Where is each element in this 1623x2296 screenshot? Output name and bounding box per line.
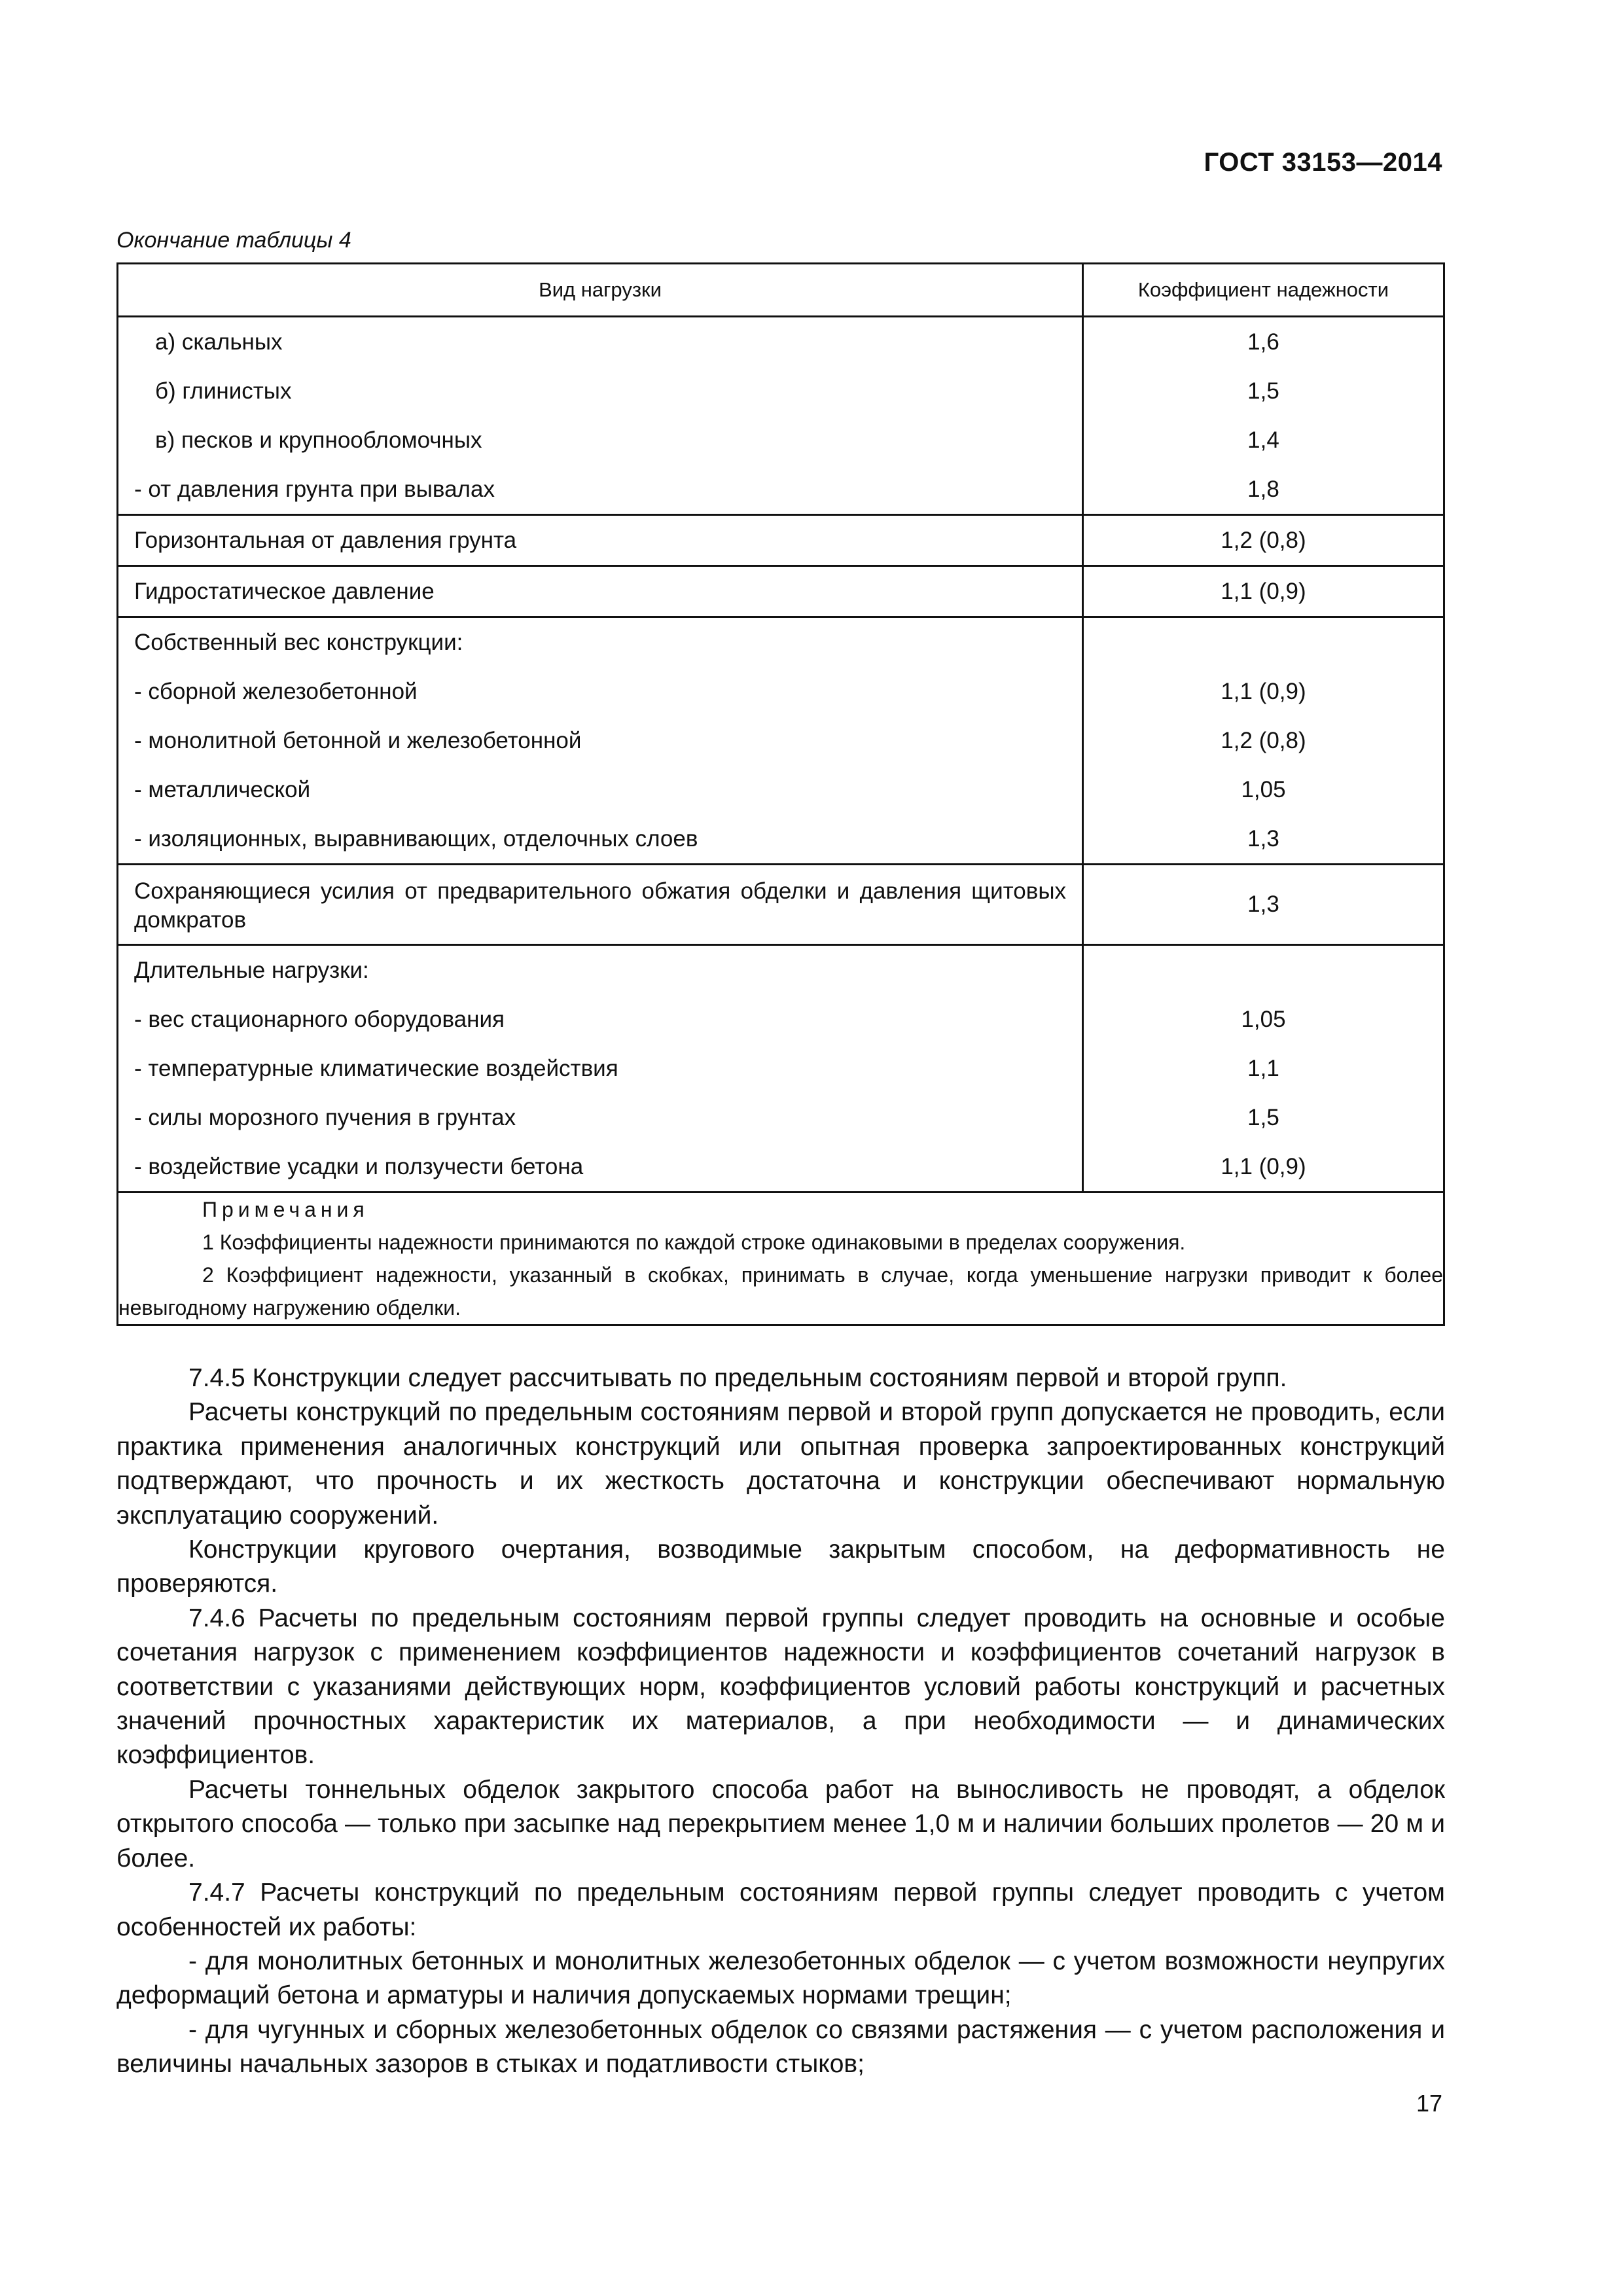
body-text (116, 1361, 1445, 2082)
table-row (118, 865, 1444, 945)
paragraph: Конструкции кругового очертания, возводимые закрытым способом, на деформативность не проверяются. (116, 1535, 1445, 1598)
note-item: 2 Коэффициент надежности, указанный в скобках, принимать в случае, когда уменьшение нагрузки приводит к более невыгодному нагружению обделки. (118, 1263, 1443, 1319)
factor-value: 1,6 (1247, 329, 1279, 355)
load-type-line: а) скальных (155, 329, 283, 355)
factor-value: 1,5 (1247, 1105, 1279, 1130)
load-type-line: Горизонтальная от давления грунта (134, 528, 517, 553)
load-factor-table (116, 262, 1445, 1326)
load-type-cell (118, 945, 1083, 1193)
table-row (118, 317, 1444, 515)
list-item: - для чугунных и сборных железобетонных обделок со связями растяжения — с учетом расположения и величины начальных зазоров в стыках и податливости стыков; (116, 2015, 1445, 2079)
load-type-line: - изоляционных, выравнивающих, отделочных слоев (134, 826, 698, 852)
factor-cell (1083, 317, 1444, 515)
table-row (118, 515, 1444, 566)
load-type-line: Гидростатическое давление (134, 579, 435, 604)
factor-value: 1,2 (0,8) (1221, 728, 1306, 753)
load-type-line: - металлической (134, 777, 311, 802)
load-type-line: - температурные климатические воздействия (134, 1056, 618, 1081)
load-type-line: Собственный вес конструкции: (134, 630, 463, 655)
paragraph: Расчеты конструкций по предельным состояниям первой и второй групп допускается не проводить, если практика применения аналогичных конструкций или опытная проверка запроектированных конструкций подтверждают, что прочность и их жесткость достаточна и конструкции обеспечивают нормальную эксплуатацию сооружений. (116, 1398, 1445, 1530)
load-type-line: - силы морозного пучения в грунтах (134, 1105, 516, 1130)
load-type-line: - от давления грунта при вывалах (134, 476, 495, 502)
load-type-cell (118, 865, 1083, 945)
factor-value: 1,5 (1247, 378, 1279, 404)
factor-value: 1,3 (1083, 865, 1444, 945)
page-number: 17 (1416, 2090, 1442, 2117)
column-header-load-type: Вид нагрузки (118, 264, 1083, 317)
paragraph: 7.4.5 Конструкции следует рассчитывать по предельным состояниям первой и второй групп. (188, 1364, 1287, 1392)
factor-cell (1083, 945, 1444, 1193)
load-type-line: - вес стационарного оборудования (134, 1007, 505, 1032)
paragraph: 7.4.6 Расчеты по предельным состояниям первой группы следует проводить на основные и особые сочетания нагрузок с применением коэффициентов надежности и коэффициентов сочетаний нагрузок в соответствии с указаниями действующих норм, коэффициентов условий работы конструкций и расчетных значений прочностных характеристик их материалов, а при необходимости — и динамических коэффициентов. (116, 1604, 1445, 1770)
factor-value (1084, 618, 1443, 667)
factor-value: 1,8 (1247, 476, 1279, 502)
load-type-cell (118, 566, 1083, 617)
note-item: 1 Коэффициенты надежности принимаются по каждой строке одинаковыми в пределах сооружения. (202, 1230, 1186, 1254)
column-header-reliability-factor: Коэффициент надежности (1083, 264, 1444, 317)
load-type-line: б) глинистых (155, 378, 292, 404)
table-row (118, 617, 1444, 865)
factor-value: 1,4 (1247, 427, 1279, 453)
factor-value: 1,3 (1247, 826, 1279, 852)
list-item: - для монолитных бетонных и монолитных железобетонных обделок — с учетом возможности неупругих деформаций бетона и арматуры и наличия допускаемых нормами трещин; (116, 1946, 1445, 2010)
load-type-cell (118, 515, 1083, 566)
load-type-line: Длительные нагрузки: (134, 958, 369, 983)
factor-cell (1083, 566, 1444, 617)
document-code: ГОСТ 33153—2014 (1204, 148, 1442, 177)
table-notes-row (118, 1193, 1444, 1325)
factor-value: 1,1 (0,9) (1221, 679, 1306, 704)
load-type-line: Сохраняющиеся усилия от предварительного обжатия обделки и давления щитовых домкратов (134, 878, 1066, 933)
paragraph: Расчеты тоннельных обделок закрытого способа работ на выносливость не проводят, а обделок открытого способа — только при засыпке над перекрытием менее 1,0 м и наличии больших пролетов — 20 м и более. (116, 1775, 1445, 1873)
table-header-row (118, 264, 1444, 317)
factor-value: 1,2 (0,8) (1221, 528, 1306, 553)
load-type-cell (118, 317, 1083, 515)
factor-value: 1,1 (0,9) (1221, 1154, 1306, 1179)
load-type-line: - сборной железобетонной (134, 679, 418, 704)
load-type-line: - воздействие усадки и ползучести бетона (134, 1154, 584, 1179)
factor-value: 1,05 (1241, 1007, 1286, 1032)
table-row (118, 945, 1444, 1193)
factor-value: 1,1 (0,9) (1221, 579, 1306, 604)
table-notes (118, 1193, 1444, 1325)
factor-value: 1,1 (1247, 1056, 1279, 1081)
load-type-line: - монолитной бетонной и железобетонной (134, 728, 582, 753)
factor-cell (1083, 617, 1444, 865)
table-row (118, 566, 1444, 617)
notes-title: Примечания (202, 1198, 369, 1221)
factor-value: 1,05 (1241, 777, 1286, 802)
table-caption: Окончание таблицы 4 (116, 228, 351, 253)
load-type-line: в) песков и крупнообломочных (155, 427, 482, 453)
factor-cell (1083, 515, 1444, 566)
paragraph: 7.4.7 Расчеты конструкций по предельным состояниям первой группы следует проводить с учетом особенностей их работы: (116, 1878, 1445, 1941)
factor-value (1084, 946, 1443, 995)
load-type-cell (118, 617, 1083, 865)
